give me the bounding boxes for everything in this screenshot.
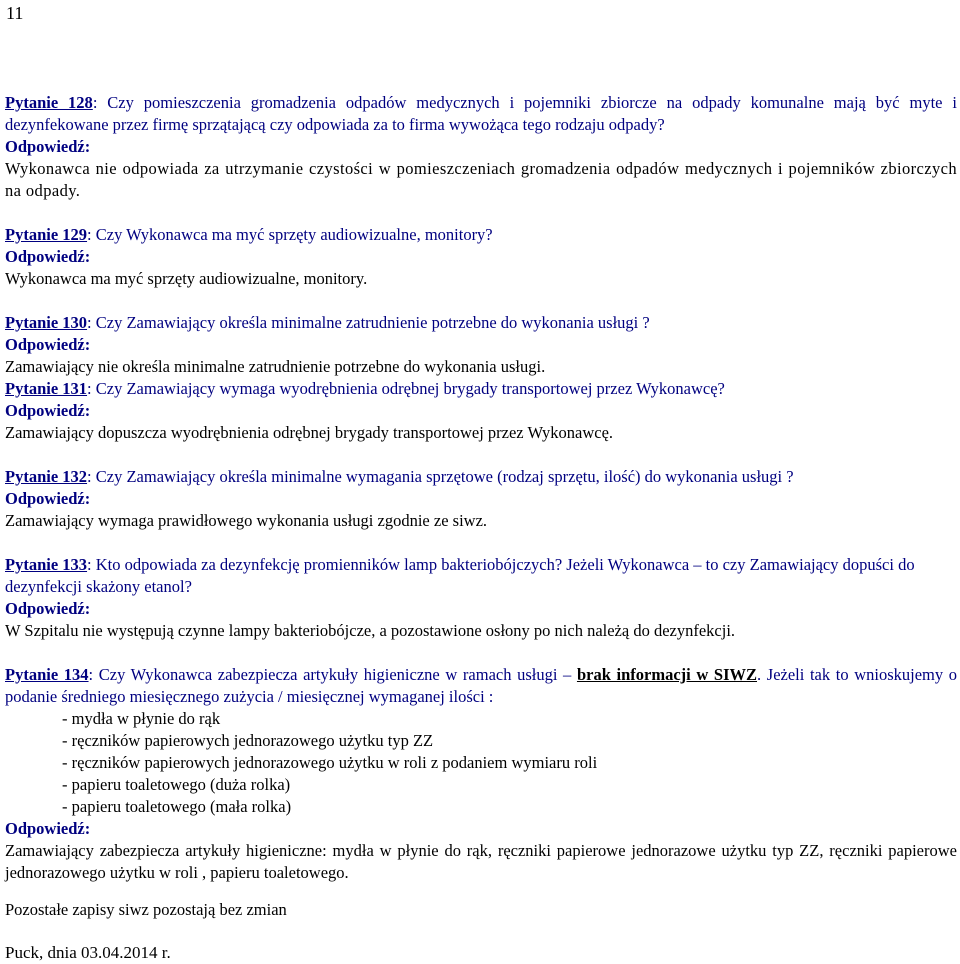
question-132: Pytanie 132: Czy Zamawiający określa minimalne wymagania sprzętowe (rodzaj sprzętu, ilość) do wykonania usługi ? — [5, 467, 794, 486]
question-text: Kto odpowiada za dezynfekcję promienników lamp bakteriobójczych? Jeżeli Wykonawca – to czy Zamawiający dopuści do dezynfekcji skażony etanol? — [5, 555, 915, 596]
answer-label: Odpowiedź: — [5, 819, 91, 838]
question-label: Pytanie 133 — [5, 555, 88, 574]
question-131: Pytanie 131: Czy Zamawiający wymaga wyodrębnienia odrębnej brygady transportowej przez Wykonawcę? — [5, 379, 725, 398]
question-133: Pytanie 133: Kto odpowiada za dezynfekcję promienników lamp bakteriobójczych? Jeżeli Wykonawca – to czy Zamawiający dopuści do dezynfekcji skażony etanol? — [5, 555, 915, 596]
footer-date: Puck, dnia 03.04.2014 r. — [5, 943, 171, 962]
question-129: Pytanie 129: Czy Wykonawca ma myć sprzęty audiowizualne, monitory? — [5, 225, 493, 244]
answer-label: Odpowiedź: — [5, 335, 91, 354]
answer-134: Zamawiający zabezpiecza artykuły higieniczne: mydła w płynie do rąk, ręczniki papierowe jednorazowe użytku typ ZZ, ręczniki papierowe jednorazowego użytku w roli , papieru toaletowego. — [5, 841, 957, 882]
request-list — [62, 708, 957, 818]
list-item: - ręczników papierowych jednorazowego użytku w roli z podaniem wymiaru roli — [62, 753, 598, 772]
question-text: Czy Zamawiający określa minimalne zatrudnienie potrzebne do wykonania usługi ? — [91, 313, 650, 332]
question-128: Pytanie 128: Czy pomieszczenia gromadzenia odpadów medycznych i pojemniki zbiorcze na odpady komunalne mają być myte i dezynfekowane przez firmę sprzątającą czy odpowiada za to firma wywożąca tego rodzaju odpady? — [5, 93, 957, 134]
question-label: Pytanie 128 — [5, 93, 93, 112]
answer-131: Zamawiający dopuszcza wyodrębnienia odrębnej brygady transportowej przez Wykonawcę. — [5, 423, 614, 442]
answer-label: Odpowiedź: — [5, 401, 91, 420]
question-label: Pytanie 132 — [5, 467, 88, 486]
page-number: 11 — [6, 3, 24, 23]
question-text: Czy Zamawiający wymaga wyodrębnienia odrębnej brygady transportowej przez Wykonawcę? — [91, 379, 725, 398]
answer-130: Zamawiający nie określa minimalne zatrudnienie potrzebne do wykonania usługi. — [5, 357, 546, 376]
answer-132: Zamawiający wymaga prawidłowego wykonania usługi zgodnie ze siwz. — [5, 511, 488, 530]
emphasis-text: brak informacji w SIWZ — [576, 665, 758, 684]
question-130: Pytanie 130: Czy Zamawiający określa minimalne zatrudnienie potrzebne do wykonania usługi ? — [5, 313, 650, 332]
question-label: Pytanie 134 — [5, 665, 89, 684]
closing-note: Pozostałe zapisy siwz pozostają bez zmian — [5, 900, 287, 919]
answer-129: Wykonawca ma myć sprzęty audiowizualne, monitory. — [5, 269, 368, 288]
document-body — [5, 92, 957, 884]
question-label: Pytanie 130 — [5, 313, 88, 332]
answer-label: Odpowiedź: — [5, 137, 91, 156]
answer-label: Odpowiedź: — [5, 247, 91, 266]
question-text: Czy Wykonawca zabezpiecza artykuły higieniczne w ramach usługi – — [93, 665, 577, 684]
list-item: - ręczników papierowych jednorazowego użytku typ ZZ — [62, 731, 434, 750]
question-text: Czy pomieszczenia gromadzenia odpadów medycznych i pojemniki zbiorcze na odpady komunalne mają być myte i dezynfekowane przez firmę sprzątającą czy odpowiada za to firma wywożąca tego rodzaju odpady? — [5, 93, 957, 134]
answer-133: W Szpitalu nie występują czynne lampy bakteriobójcze, a pozostawione osłony po nich należą do dezynfekcji. — [5, 621, 736, 640]
question-label: Pytanie 131 — [5, 379, 88, 398]
question-label: Pytanie 129 — [5, 225, 88, 244]
answer-label: Odpowiedź: — [5, 489, 91, 508]
list-item: - mydła w płynie do rąk — [62, 709, 221, 728]
list-item: - papieru toaletowego (duża rolka) — [62, 775, 291, 794]
answer-128: Wykonawca nie odpowiada za utrzymanie czystości w pomieszczeniach gromadzenia odpadów medycznych i pojemników zbiorczych na odpady. — [5, 159, 957, 200]
list-item: - papieru toaletowego (mała rolka) — [62, 797, 292, 816]
answer-label: Odpowiedź: — [5, 599, 91, 618]
question-134: Pytanie 134: Czy Wykonawca zabezpiecza artykuły higieniczne w ramach usługi – brak informacji w SIWZ. Jeżeli tak to wnioskujemy o podanie średniego miesięcznego zużycia / miesięcznej wymaganej ilości : — [5, 665, 958, 706]
question-text-cont: . Jeżeli tak to wnioskujemy o podanie średniego miesięcznego zużycia / miesięcznej wymaganej ilości : — [5, 665, 958, 706]
question-text: Czy Wykonawca ma myć sprzęty audiowizualne, monitory? — [91, 225, 493, 244]
question-text: Czy Zamawiający określa minimalne wymagania sprzętowe (rodzaj sprzętu, ilość) do wykonania usługi ? — [91, 467, 794, 486]
